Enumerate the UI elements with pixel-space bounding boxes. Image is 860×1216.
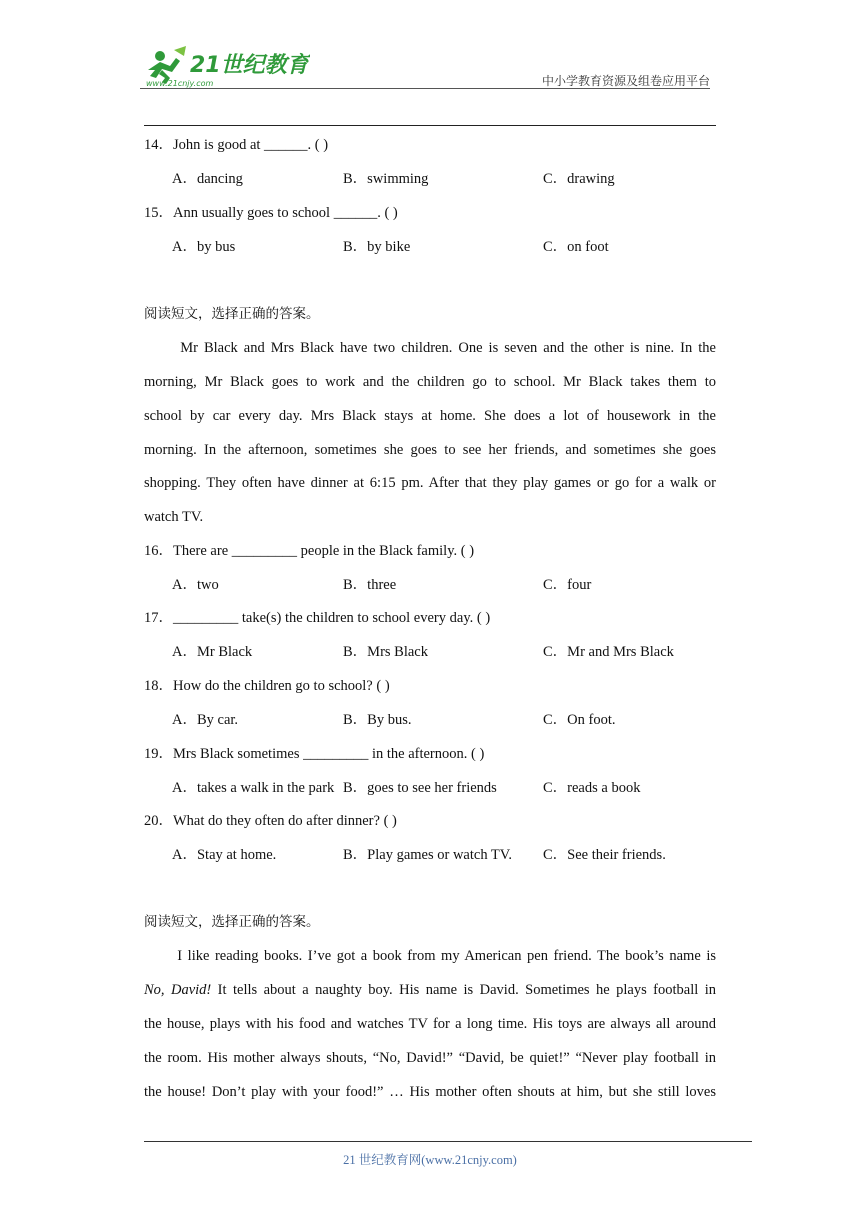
site-logo (140, 44, 310, 90)
section2-instruction: 阅读短文，选择正确的答案。 (144, 914, 320, 930)
q20-option-a[interactable]: A．Stay at home. (172, 847, 277, 863)
q19-option-a[interactable]: A．takes a walk in the park (172, 780, 335, 796)
question-19: 19．Mrs Black sometimes _________ in the afternoon. ( ) (144, 746, 485, 762)
q18-option-c[interactable]: C．On foot. (543, 712, 616, 728)
passage1-line-4: morning. In the afternoon, sometimes she goes to see her friends, and sometimes she goes (144, 442, 716, 458)
question-15: 15．Ann usually goes to school ______. ( ) (144, 205, 398, 221)
q17-option-b[interactable]: B．Mrs Black (343, 644, 428, 660)
question-20: 20．What do they often do after dinner? ( ) (144, 813, 397, 829)
passage1-line-2: morning, Mr Black goes to work and the children go to school. Mr Black takes them to (144, 374, 716, 390)
q19-option-c[interactable]: C．reads a book (543, 780, 641, 796)
question-17: 17．_________ take(s) the children to school every day. ( ) (144, 610, 491, 626)
q16-option-c[interactable]: C．four (543, 577, 592, 593)
passage1-line-5: shopping. They often have dinner at 6:15 pm. After that they play games or go for a walk or (144, 475, 716, 491)
q17-option-a[interactable]: A．Mr Black (172, 644, 253, 660)
passage2-line-1: I like reading books. I’ve got a book from my American pen friend. The book’s name is (144, 948, 716, 964)
q20-option-c[interactable]: C．See their friends. (543, 847, 666, 863)
q16-option-a[interactable]: A．two (172, 577, 219, 593)
q14-option-a[interactable]: A．dancing (172, 171, 243, 187)
page-top-rule (144, 125, 716, 126)
footer-link[interactable]: 21 世纪教育网(www.21cnjy.com) (343, 1153, 517, 1167)
q18-option-b[interactable]: B．By bus. (343, 712, 412, 728)
q15-option-c[interactable]: C．on foot (543, 239, 609, 255)
question-18: 18．How do the children go to school? ( ) (144, 678, 390, 694)
passage1-line-3: school by car every day. Mrs Black stays at home. She does a lot of housework in the (144, 408, 716, 424)
q16-option-b[interactable]: B．three (343, 577, 397, 593)
logo-text: 21世纪教育 (190, 53, 309, 78)
q14-option-c[interactable]: C．drawing (543, 171, 615, 187)
question-16: 16．There are _________ people in the Black family. ( ) (144, 543, 475, 559)
q15-option-b[interactable]: B．by bike (343, 239, 411, 255)
passage1-line-1: Mr Black and Mrs Black have two children. One is seven and the other is nine. In the (144, 340, 716, 356)
logo-url: www.21cnjy.com (146, 79, 214, 88)
question-14: 14．John is good at ______. ( ) (144, 137, 329, 153)
q20-option-b[interactable]: B．Play games or watch TV. (343, 847, 513, 863)
passage1-line-6: watch TV. (144, 509, 204, 525)
section1-instruction: 阅读短文，选择正确的答案。 (144, 306, 320, 322)
book-title: No, David! (144, 982, 212, 998)
passage2-line-3: the house, plays with his food and watches TV for a long time. His toys are always all around (144, 1016, 716, 1032)
passage2-line-4: the room. His mother always shouts, “No, David!” “David, be quiet!” “Never play football in (144, 1050, 716, 1066)
q19-option-b[interactable]: B．goes to see her friends (343, 780, 497, 796)
header-rule (140, 88, 710, 89)
q18-option-a[interactable]: A．By car. (172, 712, 239, 728)
q17-option-c[interactable]: C．Mr and Mrs Black (543, 644, 674, 660)
passage2-line-5: the house! Don’t play with your food!” … His mother often shouts at him, but she still loves (144, 1084, 716, 1100)
q14-option-b[interactable]: B．swimming (343, 171, 429, 187)
platform-name: 中小学教育资源及组卷应用平台 (541, 74, 710, 88)
footer-rule (144, 1141, 752, 1142)
passage2-line-2: No, David! It tells about a naughty boy. His name is David. Sometimes he plays football in (144, 982, 716, 998)
q15-option-a[interactable]: A．by bus (172, 239, 236, 255)
